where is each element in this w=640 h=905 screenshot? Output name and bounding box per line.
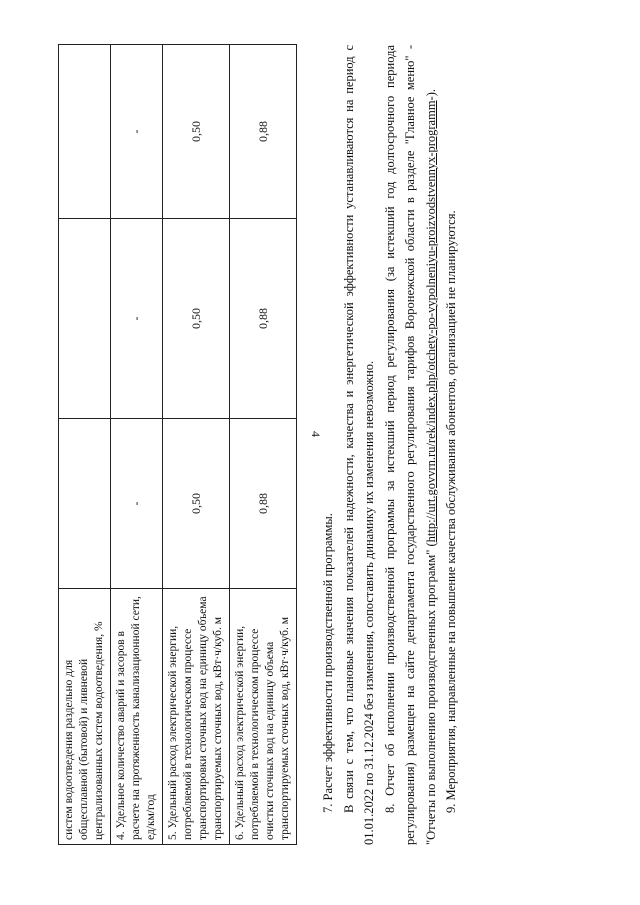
table-row [163, 45, 230, 845]
indicator-value: 0,50 [163, 419, 230, 589]
indicator-value: - [111, 419, 163, 589]
table-row [230, 45, 297, 845]
indicator-value: - [111, 219, 163, 419]
indicator-value [59, 45, 111, 219]
indicator-name: 5. Удельный расход электрической энергии, потребляемой в технологическом процессе транспортировки сточных вод на единицу объема транспортируемых сточных вод, кВт·ч/куб. м [163, 589, 230, 845]
section-9-text: 9. Мероприятия, направленные на повышение качества обслуживания абонентов, организацией не планируются. [444, 210, 458, 813]
section-7-heading: 7. Расчет эффективности производственной программы. [321, 513, 335, 813]
indicator-value: 0,88 [230, 219, 297, 419]
table-row [59, 45, 111, 845]
indicator-value [59, 419, 111, 589]
indicator-name: 6. Удельный расход электрической энергии, потребляемой в технологическом процессе очистки сточных вод на единицу объема транспортируемых сточных вод, кВт·ч/куб. м [230, 589, 297, 845]
rotated-page-content [50, 45, 610, 845]
section-8-tail: -). [423, 88, 438, 101]
indicator-name: систем водоотведения раздельно для общесплавной (бытовой) и ливневой централизованных систем водоотведения, % [59, 589, 111, 845]
report-link[interactable]: http://urt.govvrn.ru/rek/index.php/otchety-po-vypolneniyu-proizvodstvennyx-programm [423, 100, 438, 543]
section-8-text [380, 45, 442, 845]
indicator-value: 0,50 [163, 219, 230, 419]
indicator-value: 0,50 [163, 45, 230, 219]
indicator-value: - [111, 45, 163, 219]
indicator-value: 0,88 [230, 45, 297, 219]
indicator-value: 0,88 [230, 419, 297, 589]
section-8-body: 8. Отчет об исполнении производственной программы за истекший период регулирования (за истекший год долгосрочного периода регулирования) размещен на сайте департамента государственного регулирования тарифов Воронежской области в разделе "Главное меню" - "Отчеты по выполнению производственных программ" ( [382, 45, 438, 845]
page-number: 4 [309, 431, 323, 437]
indicators-table [58, 44, 297, 845]
table-row [111, 45, 163, 845]
indicator-name: 4. Удельное количество аварий и засоров в расчете на протяженность канализационной сети, ед/км/год [111, 589, 163, 845]
indicator-value [59, 219, 111, 419]
section-7-text: В связи с тем, что плановые значения показателей надежности, качества и энергетической эффективности устанавливаются на период с 01.01.2022 по 31.12.2024 без изменения, сопоставить динамику их изменения невозможно. [341, 45, 376, 845]
body-text [318, 45, 462, 845]
